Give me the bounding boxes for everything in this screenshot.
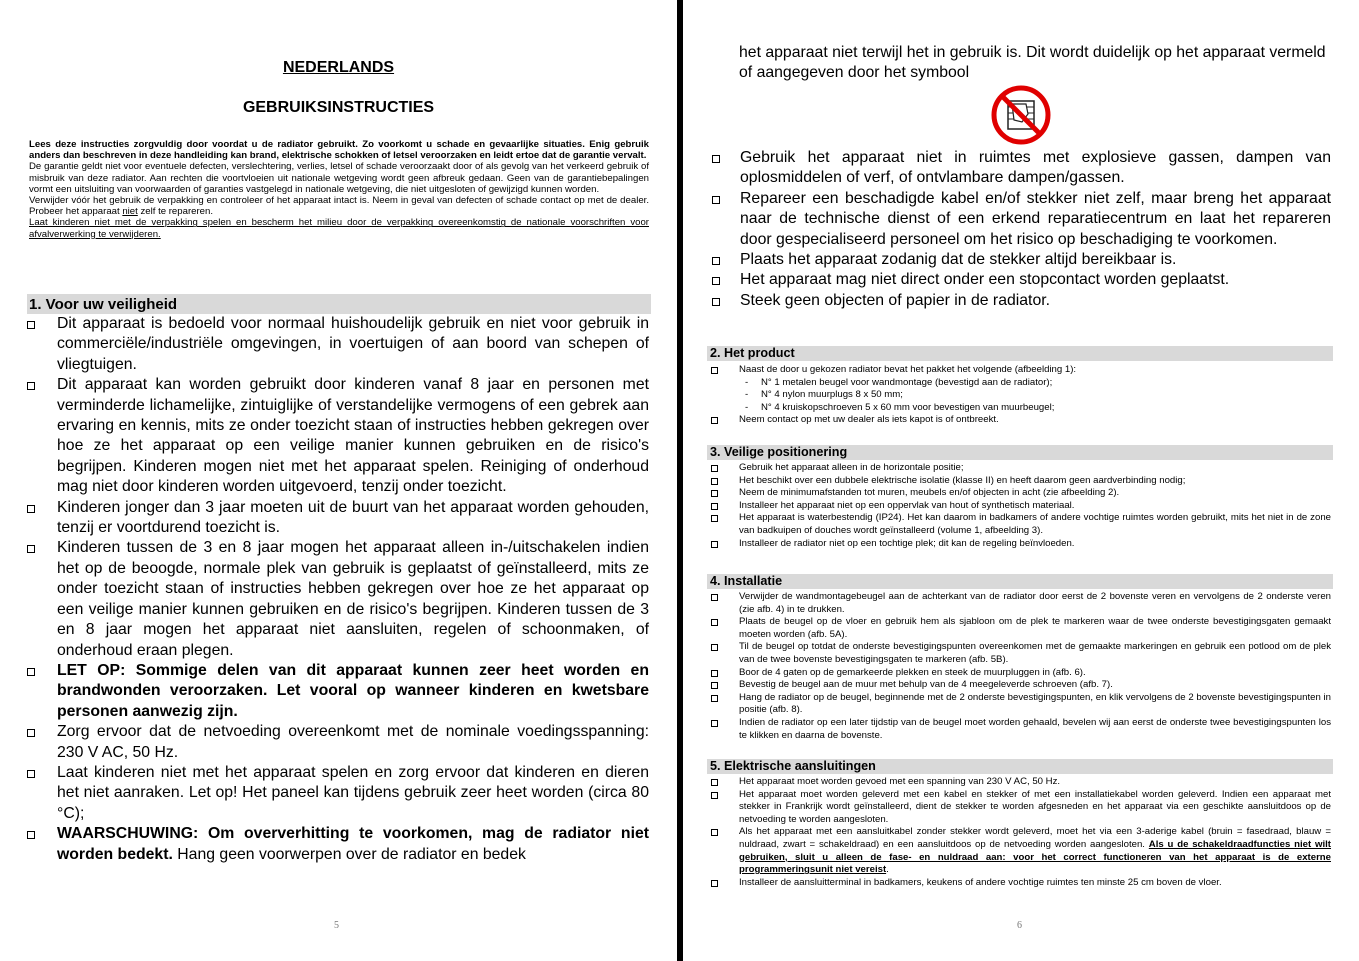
page-number: 6: [1017, 920, 1022, 931]
electrical-list: [711, 776, 1331, 889]
checkbox-icon: [712, 155, 720, 163]
packaging-text-before: Verwijder vóór het gebruik de verpakking en controleer of het apparaat intact is. Neem in geval van defecten of schade contact op met de dealer. Probeer het apparaat: [29, 195, 649, 218]
packaging-text-after: zelf te repareren.: [137, 206, 214, 218]
list-item: Als het apparaat met een aansluitkabel zonder stekker wordt geleverd, moet het via een 3-aderige kabel (bruin = fasedraad, blauw = nuldraad, zwart = schakeldraad) en een aansluitdoos op de netvoeding worden aangesloten. Als u de schakeldraadfuncties niet wilt gebruiken, sluit u alleen de fase- en nuldraad aan: voor het correct functioneren van het apparaat is de externe programmeringsunit niet vereist.: [711, 826, 1331, 876]
installation-list: [711, 591, 1331, 742]
checkbox-icon: [27, 505, 35, 513]
dash-bullet: -: [745, 401, 749, 413]
sub-item: - N° 4 nylon muurplugs 8 x 50 mm;: [745, 389, 903, 401]
packaging-paragraph: [29, 195, 649, 217]
list-item: Boor de 4 gaten op de gemarkeerde plekken en steek de muurpluggen in (afb. 6).: [711, 667, 1331, 680]
checkbox-icon: [712, 298, 720, 306]
list-item: Het apparaat mag niet direct onder een stopcontact worden geplaatst.: [712, 270, 1331, 290]
list-item: Het apparaat is waterbestendig (IP24). Het kan daarom in badkamers of andere vochtige ruimtes worden gebruikt, mits het niet in de zone van badkuipen of douches wordt geïnstalleerd (volume 1, afbeelding 3).: [711, 512, 1331, 537]
warranty-paragraph: De garantie geldt niet voor eventuele defecten, verslechtering, verlies, letsel of schade veroorzaakt door of als gevolg van het verkeerd gebruik of misbruik van deze radiator. Aan rechten die voortvloeien uit nationale wetgeving wordt geen afbreuk gedaan. Geen van de garantiebepalingen vormt een uitsluiting van voorwaarden of garanties vastgelegd in nationale wetgeving, die niet uitgesloten of gewijzigd kunnen worden.: [29, 161, 649, 195]
page-number: 5: [334, 920, 339, 931]
product-list: [711, 364, 1331, 427]
list-item: Zorg ervoor dat de netvoeding overeenkomt met de nominale voedingsspanning: 230 V AC, 50 Hz.: [27, 722, 649, 763]
section-title: 4. Installatie: [710, 574, 783, 588]
sub-item: - N° 1 metalen beugel voor wandmontage (bevestigd aan de radiator);: [745, 376, 1053, 388]
checkbox-icon: [711, 779, 718, 786]
list-item: Verwijder de wandmontagebeugel aan de achterkant van de radiator door eerst de 2 bovenste veren en vervolgens de 2 onderste veren (zie afb. 4) in te drukken.: [711, 591, 1331, 616]
intro-warning: Lees deze instructies zorgvuldig door voordat u de radiator gebruikt. Zo voorkomt u schade en gevaarlijke situaties. Enig gebruik anders dan beschreven in deze handleiding kan brand, elektrische schokken of letsel veroorzaken en leidt ertoe dat de garantie vervalt.: [29, 139, 649, 162]
list-item: Kinderen tussen de 3 en 8 jaar mogen het apparaat alleen in-/uitschakelen indien het op de beoogde, normale plek van gebruik is geplaatst of geïnstalleerd, mits ze onder toezicht staan of instructies hebben gekregen over hoe ze het apparaat op een veilige manier kunnen gebruiken en de risico's begrijpen. Kinderen tussen de 3 en 8 jaar mogen het apparaat niet aansluiten, regelen of schoonmaken, of onderhoud eraan plegen.: [27, 538, 649, 660]
checkbox-icon: [27, 668, 35, 676]
list-item: Dit apparaat kan worden gebruikt door kinderen vanaf 8 jaar en personen met verminderde lichamelijke, zintuiglijke of verstandelijke vermogens of een gebrek aan ervaring en kennis, mits ze onder toezicht staan of instructies hebben gekregen over hoe ze het apparaat op een veilige manier kunnen gebruiken en de risico's begrijpen. Kinderen mogen niet met het apparaat spelen. Reiniging of onderhoud mag niet door kinderen worden uitgevoerd, tenzij onder toezicht.: [27, 375, 649, 497]
checkbox-icon: [711, 695, 718, 702]
dash-bullet: -: [745, 389, 749, 401]
dash-bullet: -: [745, 376, 749, 388]
checkbox-icon: [712, 196, 720, 204]
safety-list-continued: [712, 148, 1331, 311]
list-item: Het beschikt over een dubbele elektrische isolatie (klasse II) en heeft daarom geen aardverbinding nodig;: [711, 475, 1331, 488]
list-item: Indien de radiator op een later tijdstip van de beugel moet worden gehaald, bevelen wij aan eerst de onderste twee bevestigingspunten los te klikken en daarna de bovenste.: [711, 717, 1331, 742]
language-title: NEDERLANDS: [282, 59, 395, 76]
do-not-cover-icon: [990, 84, 1052, 146]
list-item: Steek geen objecten of papier in de radiator.: [712, 291, 1331, 311]
list-item: Naast de door u gekozen radiator bevat het pakket het volgende (afbeelding 1):: [711, 364, 1331, 377]
checkbox-icon: [711, 541, 718, 548]
page-6: [683, 0, 1359, 961]
list-item: Laat kinderen niet met het apparaat spelen en zorg ervoor dat kinderen en dieren het niet aanraken. Let op! Het paneel kan tijdens gebruik zeer heet worden (circa 80 °C);: [27, 763, 649, 824]
packaging-text-underlined: niet: [122, 206, 138, 218]
checkbox-icon: [711, 880, 718, 887]
safety-list: [27, 314, 649, 865]
list-item: Installeer het apparaat niet op een oppervlak van hout of synthetisch materiaal.: [711, 500, 1331, 513]
checkbox-icon: [711, 594, 718, 601]
section-title: 2. Het product: [710, 346, 795, 360]
checkbox-icon: [27, 770, 35, 778]
checkbox-icon: [711, 465, 718, 472]
checkbox-icon: [27, 729, 35, 737]
list-item: Gebruik het apparaat niet in ruimtes met explosieve gassen, dampen van oplosmiddelen of verf, of ontvlambare dampen/gassen.: [712, 148, 1331, 189]
document-title: GEBRUIKSINSTRUCTIES: [242, 99, 435, 116]
list-item: Kinderen jonger dan 3 jaar moeten uit de buurt van het apparaat worden gehouden, tenzij er voortdurend toezicht is.: [27, 498, 649, 539]
checkbox-icon: [711, 503, 718, 510]
section-title: 1. Voor uw veiligheid: [29, 296, 178, 313]
section-title: 5. Elektrische aansluitingen: [710, 759, 876, 773]
checkbox-icon: [711, 720, 718, 727]
checkbox-icon: [711, 644, 718, 651]
section-heading-safety: [27, 294, 651, 314]
list-item-warning: WAARSCHUWING: Om oververhitting te voorkomen, mag de radiator niet worden bedekt. Hang geen voorwerpen over de radiator en bedek: [27, 824, 649, 865]
sub-item: - N° 4 kruiskopschroeven 5 x 60 mm voor bevestigen van muurbeugel;: [745, 401, 1055, 413]
checkbox-icon: [27, 545, 35, 553]
list-item: Installeer de aansluitterminal in badkamers, keukens of andere vochtige ruimtes ten minste 25 cm boven de vloer.: [711, 877, 1331, 890]
checkbox-icon: [712, 257, 720, 265]
section-heading-product: [707, 346, 1333, 361]
checkbox-icon: [711, 682, 718, 689]
list-item: Het apparaat moet worden geleverd met een kabel en stekker of met een installatiekabel worden geleverd. Indien een apparaat met stekker in Frankrijk wordt geïnstalleerd, dient de stekker te worden afgesneden en het apparaat via een geschikte aansluitdoos op de netvoeding te worden aangesloten.: [711, 789, 1331, 827]
list-item: Het apparaat moet worden gevoed met een spanning van 230 V AC, 50 Hz.: [711, 776, 1331, 789]
section-title: 3. Veilige positionering: [710, 445, 848, 459]
list-item: Repareer een beschadigde kabel en/of stekker niet zelf, maar breng het apparaat naar de technische dienst of een erkend reparatiecentrum en laat het repareren door gespecialiseerd personeel om het risico op beschadiging te voorkomen.: [712, 189, 1331, 250]
section-heading-positioning: [707, 445, 1333, 460]
checkbox-icon: [711, 367, 718, 374]
checkbox-icon: [711, 478, 718, 485]
checkbox-icon: [711, 490, 718, 497]
checkbox-icon: [711, 417, 718, 424]
continued-text: het apparaat niet terwijl het in gebruik is. Dit wordt duidelijk op het apparaat vermeld of aangegeven door het symbool: [739, 44, 1326, 82]
list-item: Bevestig de beugel aan de muur met behulp van de 4 meegeleverde schroeven (afb. 7).: [711, 679, 1331, 692]
list-item: Plaats het apparaat zodanig dat de stekker altijd bereikbaar is.: [712, 250, 1331, 270]
list-item: Installeer de radiator niet op een tochtige plek; dit kan de regeling beïnvloeden.: [711, 538, 1331, 551]
checkbox-icon: [712, 277, 720, 285]
list-item-caution: LET OP: Sommige delen van dit apparaat kunnen zeer heet worden en brandwonden veroorzaken. Let vooral op wanneer kinderen en kwetsbare personen aanwezig zijn.: [27, 661, 649, 722]
environment-paragraph: Laat kinderen niet met de verpakking spelen en bescherm het milieu door de verpakking overeenkomstig de nationale voorschriften voor afvalverwerking te verwijderen.: [29, 217, 649, 240]
section-heading-electrical: [707, 759, 1333, 774]
list-item: Hang de radiator op de beugel, beginnende met de 2 onderste bevestigingspunten, en klik vervolgens de 2 bovenste bevestigingspunten in positie (afb. 8).: [711, 692, 1331, 717]
list-item: Dit apparaat is bedoeld voor normaal huishoudelijk gebruik en niet voor gebruik in commerciële/industriële omgevingen, in voertuigen of aan boord van schepen of vliegtuigen.: [27, 314, 649, 375]
checkbox-icon: [27, 382, 35, 390]
checkbox-icon: [711, 792, 718, 799]
positioning-list: [711, 462, 1331, 550]
checkbox-icon: [711, 670, 718, 677]
list-item: Neem contact op met uw dealer als iets kapot is of ontbreekt.: [711, 414, 1331, 427]
list-item: Gebruik het apparaat alleen in de horizontale positie;: [711, 462, 1331, 475]
list-item: Plaats de beugel op de vloer en gebruik hem als sjabloon om de plek te markeren waar de twee onderste bevestigingsgaten gemaakt moeten worden (afb. 5A).: [711, 616, 1331, 641]
intro-block: [29, 139, 649, 240]
list-item: Neem de minimumafstanden tot muren, meubels en/of objecten in acht (zie afbeelding 2).: [711, 487, 1331, 500]
checkbox-icon: [711, 515, 718, 522]
checkbox-icon: [711, 829, 718, 836]
section-heading-installation: [707, 574, 1333, 589]
checkbox-icon: [27, 831, 35, 839]
page-5: [0, 0, 677, 961]
checkbox-icon: [711, 619, 718, 626]
list-item: Til de beugel op totdat de onderste bevestigingspunten overeenkomen met de gemaakte markeringen en gebruik een potlood om de plek van de twee bovenste bevestigingsgaten te markeren (afb. 5B).: [711, 641, 1331, 666]
checkbox-icon: [27, 321, 35, 329]
